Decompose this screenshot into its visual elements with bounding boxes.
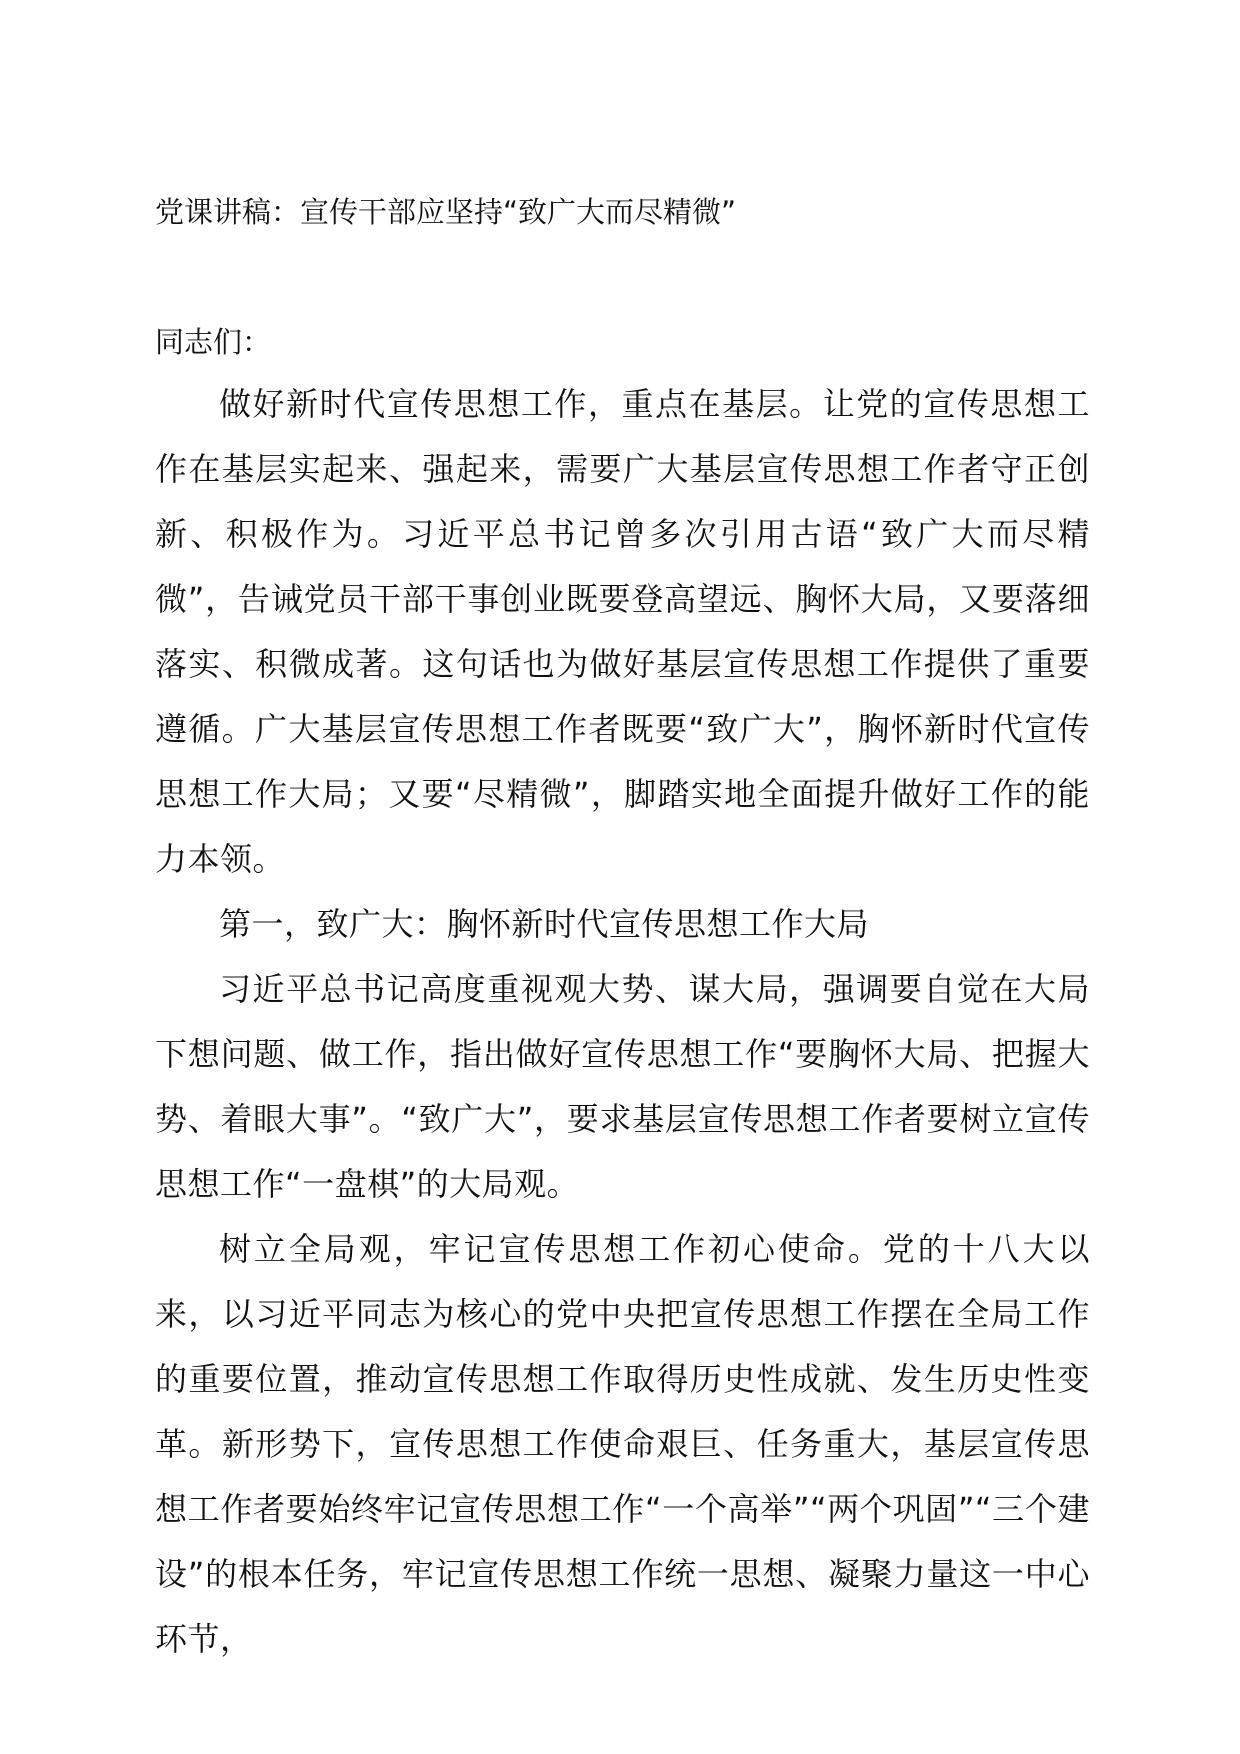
paragraph-intro: 做好新时代宣传思想工作，重点在基层。让党的宣传思想工作在基层实起来、强起来，需要广大基层宣传思想工作者守正创新、积极作为。习近平总书记曾多次引用古语“致广大而尽精微”，告诫党员干部干事创业既要登高望远、胸怀大局，又要落细落实、积微成著。这句话也为做好基层宣传思想工作提供了重要遵循。广大基层宣传思想工作者既要“致广大”，胸怀新时代宣传思想工作大局；又要“尽精微”，脚踏实地全面提升做好工作的能力本领。 (155, 385, 1090, 878)
document-body (155, 372, 1090, 1672)
paragraph-big-picture: 习近平总书记高度重视观大势、谋大局，强调要自觉在大局下想问题、做工作，指出做好宣传思想工作“要胸怀大局、把握大势、着眼大事”。“致广大”，要求基层宣传思想工作者要树立宣传思想工作“一盘棋”的大局观。 (155, 970, 1090, 1203)
document-title: 党课讲稿：宣传干部应坚持“致广大而尽精微” (155, 195, 737, 229)
section-heading-first: 第一，致广大：胸怀新时代宣传思想工作大局 (219, 905, 870, 943)
paragraph-overall-view: 树立全局观，牢记宣传思想工作初心使命。党的十八大以来，以习近平同志为核心的党中央把宣传思想工作摆在全局工作的重要位置，推动宣传思想工作取得历史性成就、发生历史性变革。新形势下，宣传思想工作使命艰巨、任务重大，基层宣传思想工作者要始终牢记宣传思想工作“一个高举”“两个巩固”“三个建设”的根本任务，牢记宣传思想工作统一思想、凝聚力量这一中心环节， (155, 1230, 1090, 1658)
salutation: 同志们： (155, 325, 272, 359)
